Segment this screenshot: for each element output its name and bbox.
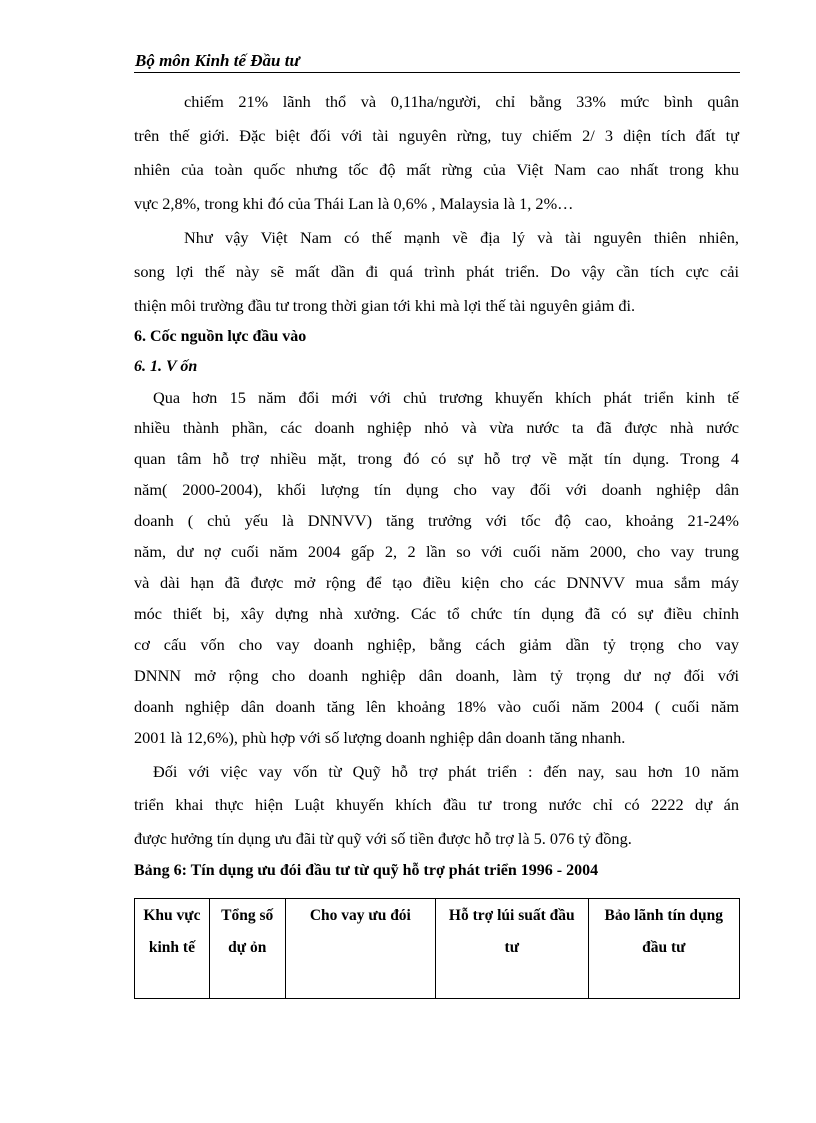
text-line: trên thế giới. Đặc biệt đối với tài nguyên rừng, tuy chiếm 2/ 3 diện tích đất tự [134, 126, 739, 145]
text-line: vực 2,8%, trong khi đó của Thái Lan là 0,6% , Malaysia là 1, 2%… [134, 194, 574, 213]
header-tong-so: Tổng số dự ỏn [221, 907, 274, 956]
table-header-cell [436, 899, 588, 999]
subsection-heading: 6. 1. V ốn [134, 358, 198, 375]
text-line: được hưởng tín dụng ưu đãi từ quỹ với số tiền được hỗ trợ là 5. 076 tỷ đồng. [134, 829, 632, 848]
header-bao-lanh: Bảo lãnh tín dụng đầu tư [604, 907, 723, 956]
table-header-cell [135, 899, 210, 999]
text-line: năm( 2000-2004), khối lượng tín dụng cho vay đối với doanh nghiệp dân [134, 480, 739, 499]
text-line: cơ cấu vốn cho vay doanh nghiệp, bằng cách giảm dần tỷ trọng cho vay [134, 635, 739, 654]
table-header-cell [285, 899, 435, 999]
header-ho-tro: Hỗ trợ lúi suất đầu tư [448, 907, 575, 956]
credit-table [134, 898, 740, 999]
table-header-cell [588, 899, 740, 999]
text-line: năm, dư nợ cuối năm 2004 gấp 2, 2 lần so với cuối năm 2000, cho vay trung [134, 542, 739, 561]
header-khu-vuc: Khu vực kinh tế [143, 907, 201, 956]
text-line: và dài hạn đã được mở rộng để tạo điều kiện cho các DNNVV mua sắm máy [134, 573, 739, 592]
text-line: doanh ( chủ yếu là DNNVV) tăng trưởng với tốc độ cao, khoảng 21-24% [134, 511, 739, 530]
text-line: chiếm 21% lãnh thổ và 0,11ha/người, chỉ bằng 33% mức bình quân [184, 92, 739, 111]
text-line: Đối với việc vay vốn từ Quỹ hỗ trợ phát triển : đến nay, sau hơn 10 năm [153, 762, 739, 781]
text-line: quan tâm hỗ trợ nhiều mặt, trong đó có sự hỗ trợ về mặt tín dụng. Trong 4 [134, 449, 739, 468]
text-line: nhiên của toàn quốc nhưng tốc độ mất rừng của Việt Nam cao nhất trong khu [134, 160, 739, 179]
text-line: triển khai thực hiện Luật khuyến khích đầu tư trong nước chỉ có 2222 dự án [134, 795, 739, 814]
text-line: thiện môi trường đầu tư trong thời gian tới khi mà lợi thế tài nguyên giảm đi. [134, 296, 636, 315]
header-cho-vay: Cho vay ưu đói [309, 907, 411, 924]
table-header-cell [209, 899, 285, 999]
header-title: Bộ môn Kinh tế Đầu tư [135, 51, 300, 70]
text-line: nhiều thành phần, các doanh nghiệp nhỏ và vừa nước ta đã được nhà nước [134, 418, 739, 437]
table-caption: Bảng 6: Tín dụng ưu đói đầu tư từ quỹ hỗ trợ phát triển 1996 - 2004 [134, 862, 599, 879]
text-line: DNNN mở rộng cho doanh nghiệp dân doanh, làm tỷ trọng dư nợ đối với [134, 666, 739, 685]
text-line: song lợi thế này sẽ mất dần đi quá trình phát triển. Do vậy cần tích cực cải [134, 262, 739, 281]
text-line: 2001 là 12,6%), phù hợp với số lượng doanh nghiệp dân doanh tăng nhanh. [134, 728, 626, 747]
text-line: doanh nghiệp dân doanh tăng lên khoảng 18% vào cuối năm 2004 ( cuối năm [134, 697, 739, 716]
section-heading: 6. Cốc nguồn lực đầu vào [134, 328, 307, 345]
page-header [134, 50, 740, 73]
text-line: Qua hơn 15 năm đổi mới với chủ trương khuyến khích phát triển kinh tế [153, 388, 739, 407]
text-line: Như vậy Việt Nam có thế mạnh về địa lý và tài nguyên thiên nhiên, [184, 228, 739, 247]
table-header-row [135, 899, 740, 999]
text-line: móc thiết bị, xây dựng nhà xưởng. Các tổ chức tín dụng đã có sự điều chỉnh [134, 604, 739, 623]
